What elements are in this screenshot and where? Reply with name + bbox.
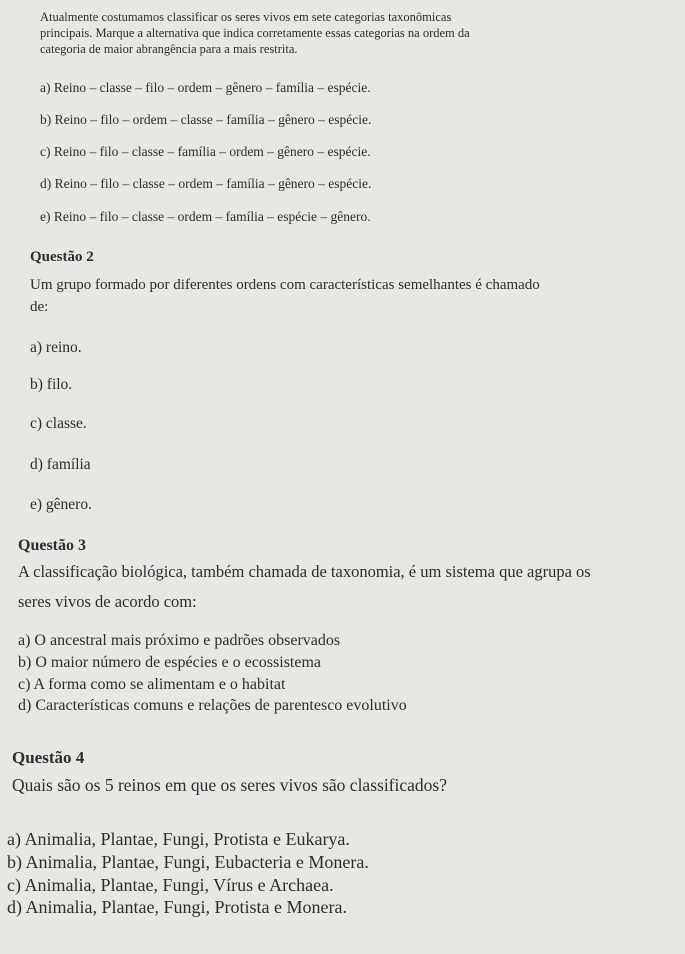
question1-intro-line-2: principais. Marque a alternativa que indica corretamente essas categorias na ordem da	[40, 26, 470, 40]
question2-option-d: d) família	[30, 456, 91, 473]
question2-stem-line-1: Um grupo formado por diferentes ordens com características semelhantes é chamado	[30, 277, 540, 293]
question1-option-e: e) Reino – filo – classe – ordem – família – espécie – gênero.	[40, 209, 371, 224]
question1-intro-line-1: Atualmente costumamos classificar os seres vivos em sete categorias taxonômicas	[40, 10, 452, 24]
question1-option-d: d) Reino – filo – classe – ordem – família – gênero – espécie.	[40, 176, 372, 191]
question3-stem-line-2: seres vivos de acordo com:	[18, 592, 197, 611]
question4-stem: Quais são os 5 reinos em que os seres vivos são classificados?	[12, 775, 447, 795]
question3-stem-line-1: A classificação biológica, também chamada de taxonomia, é um sistema que agrupa os	[18, 562, 591, 581]
question2-title: Questão 2	[30, 249, 94, 265]
question4-option-c: c) Animalia, Plantae, Fungi, Vírus e Archaea.	[7, 875, 334, 895]
question2-option-a: a) reino.	[30, 339, 82, 356]
question4-option-b: b) Animalia, Plantae, Fungi, Eubacteria e Monera.	[7, 852, 369, 872]
question1-option-c: c) Reino – filo – classe – família – ordem – gênero – espécie.	[40, 144, 371, 159]
question4-title: Questão 4	[12, 748, 85, 767]
question2-stem-line-2: de:	[30, 299, 49, 315]
question4-option-d: d) Animalia, Plantae, Fungi, Protista e Monera.	[7, 897, 347, 917]
question2-option-e: e) gênero.	[30, 496, 92, 513]
question2-option-c: c) classe.	[30, 415, 87, 432]
question3-option-d: d) Características comuns e relações de parentesco evolutivo	[18, 697, 407, 714]
question4-option-a: a) Animalia, Plantae, Fungi, Protista e Eukarya.	[7, 829, 350, 849]
question1-option-b: b) Reino – filo – ordem – classe – família – gênero – espécie.	[40, 112, 372, 127]
question1-option-a: a) Reino – classe – filo – ordem – gênero – família – espécie.	[40, 80, 371, 95]
question3-option-c: c) A forma como se alimentam e o habitat	[18, 676, 286, 693]
question2-option-b: b) filo.	[30, 376, 73, 393]
question3-option-a: a) O ancestral mais próximo e padrões observados	[18, 632, 341, 649]
question3-title: Questão 3	[18, 537, 86, 554]
question3-option-b: b) O maior número de espécies e o ecossistema	[18, 654, 322, 671]
question1-intro-line-3: categoria de maior abrangência para a mais restrita.	[40, 42, 298, 56]
